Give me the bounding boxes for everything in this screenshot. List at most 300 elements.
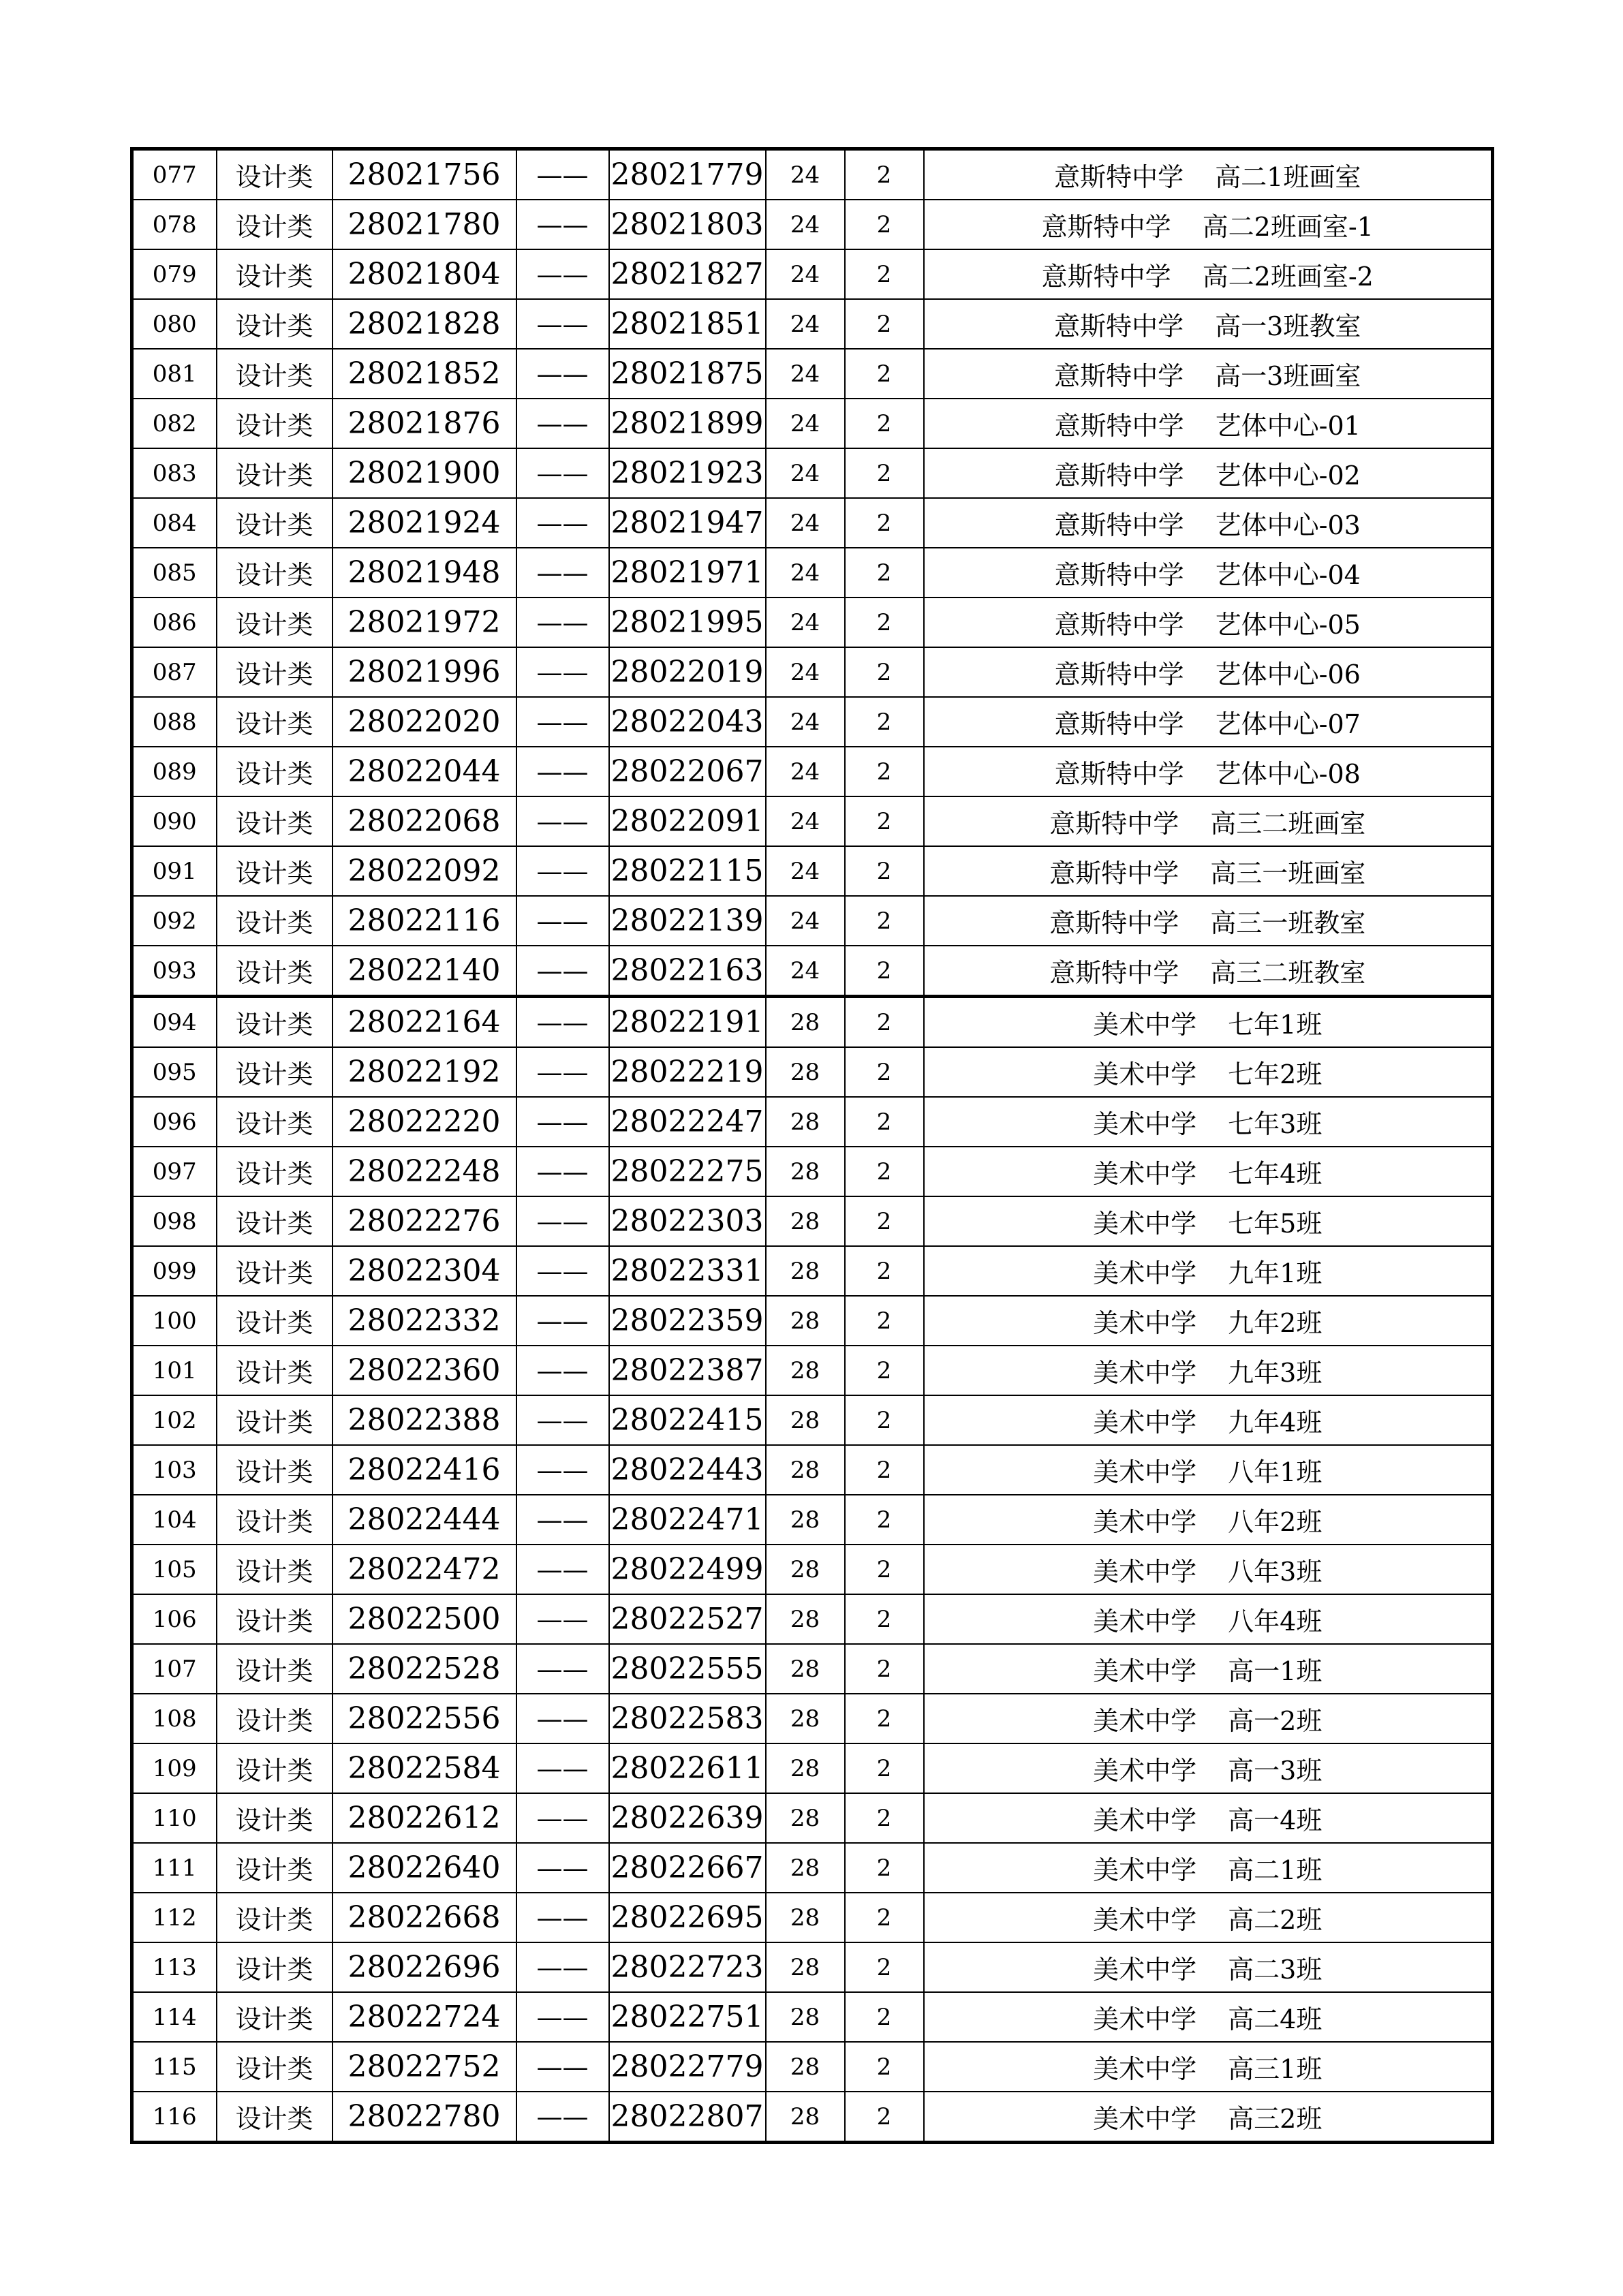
- row-number: 109: [132, 1743, 217, 1793]
- room-name: 高二1班: [1228, 1855, 1323, 1885]
- exam-category: 设计类: [217, 647, 333, 697]
- exam-location: [924, 697, 1493, 747]
- table-row: [132, 349, 1493, 399]
- table-row: [132, 299, 1493, 349]
- exam-location: [924, 1246, 1493, 1296]
- row-number: 096: [132, 1097, 217, 1147]
- school-name: 意斯特中学: [1054, 510, 1184, 540]
- school-name: 意斯特中学: [1049, 858, 1179, 888]
- candidate-count: 28: [766, 1296, 845, 1346]
- exam-location: [924, 2092, 1493, 2143]
- table-row: [132, 1445, 1493, 1495]
- table-row: [132, 1296, 1493, 1346]
- table-row: [132, 1793, 1493, 1843]
- start-ticket-number: 28022140: [333, 946, 516, 997]
- start-ticket-number: 28022416: [333, 1445, 516, 1495]
- end-ticket-number: 28022695: [609, 1893, 766, 1942]
- candidate-count: 28: [766, 1694, 845, 1743]
- candidate-count: 24: [766, 846, 845, 896]
- exam-location: [924, 349, 1493, 399]
- group-count: 2: [845, 1843, 924, 1893]
- exam-location: [924, 1346, 1493, 1395]
- start-ticket-number: 28022092: [333, 846, 516, 896]
- candidate-count: 28: [766, 997, 845, 1048]
- range-dash: ——: [516, 200, 609, 249]
- room-name: 高二2班画室-1: [1202, 212, 1374, 242]
- exam-location: [924, 548, 1493, 598]
- row-number: 082: [132, 399, 217, 448]
- range-dash: ——: [516, 1992, 609, 2042]
- row-number: 111: [132, 1843, 217, 1893]
- exam-category: 设计类: [217, 997, 333, 1048]
- start-ticket-number: 28022044: [333, 747, 516, 796]
- start-ticket-number: 28022752: [333, 2042, 516, 2092]
- room-name: 高三1班: [1228, 2054, 1323, 2084]
- range-dash: ——: [516, 1694, 609, 1743]
- end-ticket-number: 28022723: [609, 1942, 766, 1992]
- table-row: [132, 997, 1493, 1048]
- group-count: 2: [845, 399, 924, 448]
- group-count: 2: [845, 299, 924, 349]
- exam-location: [924, 1047, 1493, 1097]
- candidate-count: 28: [766, 1495, 845, 1545]
- exam-location: [924, 1196, 1493, 1246]
- candidate-count: 28: [766, 1992, 845, 2042]
- room-name: 高一1班: [1228, 1656, 1323, 1686]
- group-count: 2: [845, 1445, 924, 1495]
- end-ticket-number: 28022807: [609, 2092, 766, 2143]
- group-count: 2: [845, 997, 924, 1048]
- exam-location: [924, 647, 1493, 697]
- table-row: [132, 1992, 1493, 2042]
- group-count: 2: [845, 2092, 924, 2143]
- table-row: [132, 1594, 1493, 1644]
- group-count: 2: [845, 1594, 924, 1644]
- table-row: [132, 548, 1493, 598]
- school-name: 意斯特中学: [1054, 660, 1184, 689]
- school-name: 美术中学: [1093, 1607, 1197, 1636]
- start-ticket-number: 28021996: [333, 647, 516, 697]
- exam-location: [924, 1296, 1493, 1346]
- range-dash: ——: [516, 598, 609, 647]
- exam-category: 设计类: [217, 548, 333, 598]
- end-ticket-number: 28022779: [609, 2042, 766, 2092]
- candidate-count: 24: [766, 946, 845, 997]
- room-name: 七年4班: [1228, 1159, 1323, 1189]
- start-ticket-number: 28022388: [333, 1395, 516, 1445]
- exam-category: 设计类: [217, 1196, 333, 1246]
- start-ticket-number: 28022220: [333, 1097, 516, 1147]
- candidate-count: 28: [766, 1445, 845, 1495]
- school-name: 美术中学: [1093, 1358, 1197, 1388]
- exam-location: [924, 747, 1493, 796]
- group-count: 2: [845, 548, 924, 598]
- school-name: 美术中学: [1093, 1557, 1197, 1587]
- table-row: [132, 448, 1493, 498]
- school-name: 意斯特中学: [1054, 709, 1184, 739]
- group-count: 2: [845, 1644, 924, 1694]
- exam-category: 设计类: [217, 1992, 333, 2042]
- exam-category: 设计类: [217, 1495, 333, 1545]
- end-ticket-number: 28022611: [609, 1743, 766, 1793]
- range-dash: ——: [516, 249, 609, 299]
- school-name: 美术中学: [1093, 1507, 1197, 1537]
- candidate-count: 24: [766, 896, 845, 946]
- row-number: 092: [132, 896, 217, 946]
- group-count: 2: [845, 896, 924, 946]
- row-number: 087: [132, 647, 217, 697]
- table-row: [132, 399, 1493, 448]
- candidate-count: 28: [766, 1793, 845, 1843]
- group-count: 2: [845, 1196, 924, 1246]
- exam-category: 设计类: [217, 349, 333, 399]
- start-ticket-number: 28021972: [333, 598, 516, 647]
- school-name: 美术中学: [1093, 1706, 1197, 1736]
- exam-location: [924, 149, 1493, 200]
- end-ticket-number: 28022387: [609, 1346, 766, 1395]
- group-count: 2: [845, 1694, 924, 1743]
- room-name: 高二1班画室: [1215, 162, 1361, 192]
- exam-category: 设计类: [217, 249, 333, 299]
- start-ticket-number: 28021804: [333, 249, 516, 299]
- exam-category: 设计类: [217, 747, 333, 796]
- end-ticket-number: 28022043: [609, 697, 766, 747]
- row-number: 086: [132, 598, 217, 647]
- school-name: 美术中学: [1093, 1408, 1197, 1438]
- exam-location: [924, 1843, 1493, 1893]
- room-name: 八年4班: [1228, 1607, 1323, 1636]
- school-name: 美术中学: [1093, 1955, 1197, 1985]
- range-dash: ——: [516, 448, 609, 498]
- start-ticket-number: 28022696: [333, 1942, 516, 1992]
- table-row: [132, 249, 1493, 299]
- row-number: 095: [132, 1047, 217, 1097]
- start-ticket-number: 28022360: [333, 1346, 516, 1395]
- exam-category: 设计类: [217, 200, 333, 249]
- range-dash: ——: [516, 796, 609, 846]
- range-dash: ——: [516, 697, 609, 747]
- group-count: 2: [845, 1395, 924, 1445]
- start-ticket-number: 28021852: [333, 349, 516, 399]
- end-ticket-number: 28022019: [609, 647, 766, 697]
- room-name: 高二2班画室-2: [1202, 262, 1374, 292]
- candidate-count: 24: [766, 299, 845, 349]
- room-name: 七年2班: [1228, 1059, 1323, 1089]
- group-count: 2: [845, 747, 924, 796]
- exam-location: [924, 1495, 1493, 1545]
- room-name: 高二2班: [1228, 1905, 1323, 1935]
- row-number: 098: [132, 1196, 217, 1246]
- start-ticket-number: 28022304: [333, 1246, 516, 1296]
- exam-category: 设计类: [217, 1097, 333, 1147]
- school-name: 意斯特中学: [1054, 610, 1184, 640]
- end-ticket-number: 28021899: [609, 399, 766, 448]
- exam-location: [924, 1644, 1493, 1694]
- row-number: 103: [132, 1445, 217, 1495]
- room-name: 艺体中心-05: [1215, 610, 1361, 640]
- school-name: 美术中学: [1093, 1855, 1197, 1885]
- end-ticket-number: 28022667: [609, 1843, 766, 1893]
- end-ticket-number: 28022067: [609, 747, 766, 796]
- candidate-count: 24: [766, 399, 845, 448]
- end-ticket-number: 28022527: [609, 1594, 766, 1644]
- row-number: 101: [132, 1346, 217, 1395]
- start-ticket-number: 28021780: [333, 200, 516, 249]
- exam-category: 设计类: [217, 1445, 333, 1495]
- range-dash: ——: [516, 997, 609, 1048]
- group-count: 2: [845, 1992, 924, 2042]
- exam-location: [924, 1743, 1493, 1793]
- row-number: 116: [132, 2092, 217, 2143]
- start-ticket-number: 28022528: [333, 1644, 516, 1694]
- exam-location: [924, 598, 1493, 647]
- table-row: [132, 1246, 1493, 1296]
- end-ticket-number: 28022331: [609, 1246, 766, 1296]
- table-row: [132, 946, 1493, 997]
- school-name: 美术中学: [1093, 1457, 1197, 1487]
- school-name: 意斯特中学: [1054, 361, 1184, 391]
- range-dash: ——: [516, 1644, 609, 1694]
- school-name: 意斯特中学: [1049, 809, 1179, 839]
- range-dash: ——: [516, 1495, 609, 1545]
- range-dash: ——: [516, 498, 609, 548]
- start-ticket-number: 28022472: [333, 1545, 516, 1594]
- exam-location: [924, 1992, 1493, 2042]
- candidate-count: 28: [766, 1942, 845, 1992]
- room-name: 高一3班画室: [1215, 361, 1361, 391]
- exam-category: 设计类: [217, 697, 333, 747]
- start-ticket-number: 28021876: [333, 399, 516, 448]
- group-count: 2: [845, 498, 924, 548]
- row-number: 112: [132, 1893, 217, 1942]
- end-ticket-number: 28022303: [609, 1196, 766, 1246]
- school-name: 美术中学: [1093, 1805, 1197, 1835]
- school-name: 意斯特中学: [1049, 958, 1179, 988]
- table-row: [132, 1942, 1493, 1992]
- candidate-count: 28: [766, 1644, 845, 1694]
- table-row: [132, 647, 1493, 697]
- school-name: 美术中学: [1093, 1010, 1197, 1040]
- row-number: 097: [132, 1147, 217, 1196]
- room-name: 高三二班教室: [1210, 958, 1366, 988]
- start-ticket-number: 28021948: [333, 548, 516, 598]
- range-dash: ——: [516, 647, 609, 697]
- room-name: 艺体中心-04: [1215, 560, 1361, 590]
- room-name: 高三一班画室: [1210, 858, 1366, 888]
- row-number: 091: [132, 846, 217, 896]
- table-row: [132, 796, 1493, 846]
- end-ticket-number: 28021803: [609, 200, 766, 249]
- row-number: 107: [132, 1644, 217, 1694]
- row-number: 093: [132, 946, 217, 997]
- range-dash: ——: [516, 1147, 609, 1196]
- end-ticket-number: 28021827: [609, 249, 766, 299]
- table-row: [132, 2042, 1493, 2092]
- room-name: 高三一班教室: [1210, 908, 1366, 938]
- table-row: [132, 846, 1493, 896]
- school-name: 美术中学: [1093, 1159, 1197, 1189]
- row-number: 094: [132, 997, 217, 1048]
- row-number: 088: [132, 697, 217, 747]
- exam-location: [924, 299, 1493, 349]
- range-dash: ——: [516, 1296, 609, 1346]
- exam-category: 设计类: [217, 896, 333, 946]
- school-name: 意斯特中学: [1041, 212, 1171, 242]
- row-number: 114: [132, 1992, 217, 2042]
- row-number: 090: [132, 796, 217, 846]
- candidate-count: 24: [766, 747, 845, 796]
- exam-category: 设计类: [217, 1644, 333, 1694]
- exam-location: [924, 1694, 1493, 1743]
- table-row: [132, 1147, 1493, 1196]
- start-ticket-number: 28022668: [333, 1893, 516, 1942]
- table-row: [132, 1196, 1493, 1246]
- table-row: [132, 1743, 1493, 1793]
- row-number: 113: [132, 1942, 217, 1992]
- table-row: [132, 896, 1493, 946]
- range-dash: ——: [516, 399, 609, 448]
- end-ticket-number: 28022191: [609, 997, 766, 1048]
- school-name: 美术中学: [1093, 1308, 1197, 1338]
- group-count: 2: [845, 1147, 924, 1196]
- room-name: 九年1班: [1228, 1258, 1323, 1288]
- end-ticket-number: 28022583: [609, 1694, 766, 1743]
- end-ticket-number: 28021851: [609, 299, 766, 349]
- end-ticket-number: 28021947: [609, 498, 766, 548]
- exam-location: [924, 946, 1493, 997]
- exam-location: [924, 1893, 1493, 1942]
- start-ticket-number: 28021900: [333, 448, 516, 498]
- school-name: 美术中学: [1093, 1059, 1197, 1089]
- group-count: 2: [845, 1097, 924, 1147]
- start-ticket-number: 28022724: [333, 1992, 516, 2042]
- room-name: 艺体中心-01: [1215, 411, 1361, 441]
- school-name: 美术中学: [1093, 2104, 1197, 2134]
- exam-category: 设计类: [217, 1545, 333, 1594]
- school-name: 意斯特中学: [1054, 461, 1184, 491]
- table-row: [132, 747, 1493, 796]
- candidate-count: 24: [766, 697, 845, 747]
- start-ticket-number: 28022640: [333, 1843, 516, 1893]
- room-name: 高三2班: [1228, 2104, 1323, 2134]
- school-name: 意斯特中学: [1049, 908, 1179, 938]
- exam-category: 设计类: [217, 149, 333, 200]
- range-dash: ——: [516, 2092, 609, 2143]
- row-number: 104: [132, 1495, 217, 1545]
- room-name: 八年2班: [1228, 1507, 1323, 1537]
- school-name: 意斯特中学: [1054, 411, 1184, 441]
- row-number: 115: [132, 2042, 217, 2092]
- exam-category: 设计类: [217, 1147, 333, 1196]
- school-name: 意斯特中学: [1054, 311, 1184, 341]
- room-name: 艺体中心-07: [1215, 709, 1361, 739]
- school-name: 意斯特中学: [1054, 560, 1184, 590]
- end-ticket-number: 28022139: [609, 896, 766, 946]
- exam-category: 设计类: [217, 1843, 333, 1893]
- table-row: [132, 1495, 1493, 1545]
- group-count: 2: [845, 2042, 924, 2092]
- table-row: [132, 1694, 1493, 1743]
- group-count: 2: [845, 1793, 924, 1843]
- group-count: 2: [845, 448, 924, 498]
- start-ticket-number: 28021924: [333, 498, 516, 548]
- start-ticket-number: 28022444: [333, 1495, 516, 1545]
- table-row: [132, 1893, 1493, 1942]
- candidate-count: 28: [766, 1047, 845, 1097]
- room-name: 八年1班: [1228, 1457, 1323, 1487]
- row-number: 102: [132, 1395, 217, 1445]
- exam-category: 设计类: [217, 796, 333, 846]
- table-row: [132, 598, 1493, 647]
- start-ticket-number: 28022556: [333, 1694, 516, 1743]
- group-count: 2: [845, 1893, 924, 1942]
- exam-location: [924, 399, 1493, 448]
- range-dash: ——: [516, 1196, 609, 1246]
- school-name: 美术中学: [1093, 2004, 1197, 2034]
- group-count: 2: [845, 846, 924, 896]
- range-dash: ——: [516, 946, 609, 997]
- exam-category: 设计类: [217, 2042, 333, 2092]
- end-ticket-number: 28022639: [609, 1793, 766, 1843]
- school-name: 意斯特中学: [1041, 262, 1171, 292]
- range-dash: ——: [516, 2042, 609, 2092]
- end-ticket-number: 28022751: [609, 1992, 766, 2042]
- end-ticket-number: 28022275: [609, 1147, 766, 1196]
- exam-location: [924, 1545, 1493, 1594]
- exam-category: 设计类: [217, 1246, 333, 1296]
- exam-room-table: [130, 147, 1494, 2144]
- school-name: 意斯特中学: [1054, 759, 1184, 789]
- row-number: 085: [132, 548, 217, 598]
- school-name: 美术中学: [1093, 1656, 1197, 1686]
- group-count: 2: [845, 1743, 924, 1793]
- range-dash: ——: [516, 1047, 609, 1097]
- end-ticket-number: 28022219: [609, 1047, 766, 1097]
- school-name: 美术中学: [1093, 1258, 1197, 1288]
- row-number: 078: [132, 200, 217, 249]
- range-dash: ——: [516, 896, 609, 946]
- table-row: [132, 1047, 1493, 1097]
- group-count: 2: [845, 796, 924, 846]
- exam-location: [924, 1395, 1493, 1445]
- exam-location: [924, 1793, 1493, 1843]
- candidate-count: 28: [766, 1545, 845, 1594]
- room-name: 艺体中心-06: [1215, 660, 1361, 689]
- start-ticket-number: 28022164: [333, 997, 516, 1048]
- group-count: 2: [845, 1942, 924, 1992]
- range-dash: ——: [516, 149, 609, 200]
- end-ticket-number: 28021971: [609, 548, 766, 598]
- exam-category: 设计类: [217, 1893, 333, 1942]
- exam-category: 设计类: [217, 498, 333, 548]
- end-ticket-number: 28022247: [609, 1097, 766, 1147]
- candidate-count: 24: [766, 647, 845, 697]
- candidate-count: 28: [766, 2092, 845, 2143]
- candidate-count: 28: [766, 1246, 845, 1296]
- exam-category: 设计类: [217, 399, 333, 448]
- range-dash: ——: [516, 548, 609, 598]
- exam-category: 设计类: [217, 299, 333, 349]
- group-count: 2: [845, 1246, 924, 1296]
- candidate-count: 24: [766, 498, 845, 548]
- table-row: [132, 1395, 1493, 1445]
- range-dash: ——: [516, 1942, 609, 1992]
- row-number: 106: [132, 1594, 217, 1644]
- group-count: 2: [845, 1296, 924, 1346]
- room-name: 七年5班: [1228, 1209, 1323, 1239]
- candidate-count: 28: [766, 1743, 845, 1793]
- range-dash: ——: [516, 1346, 609, 1395]
